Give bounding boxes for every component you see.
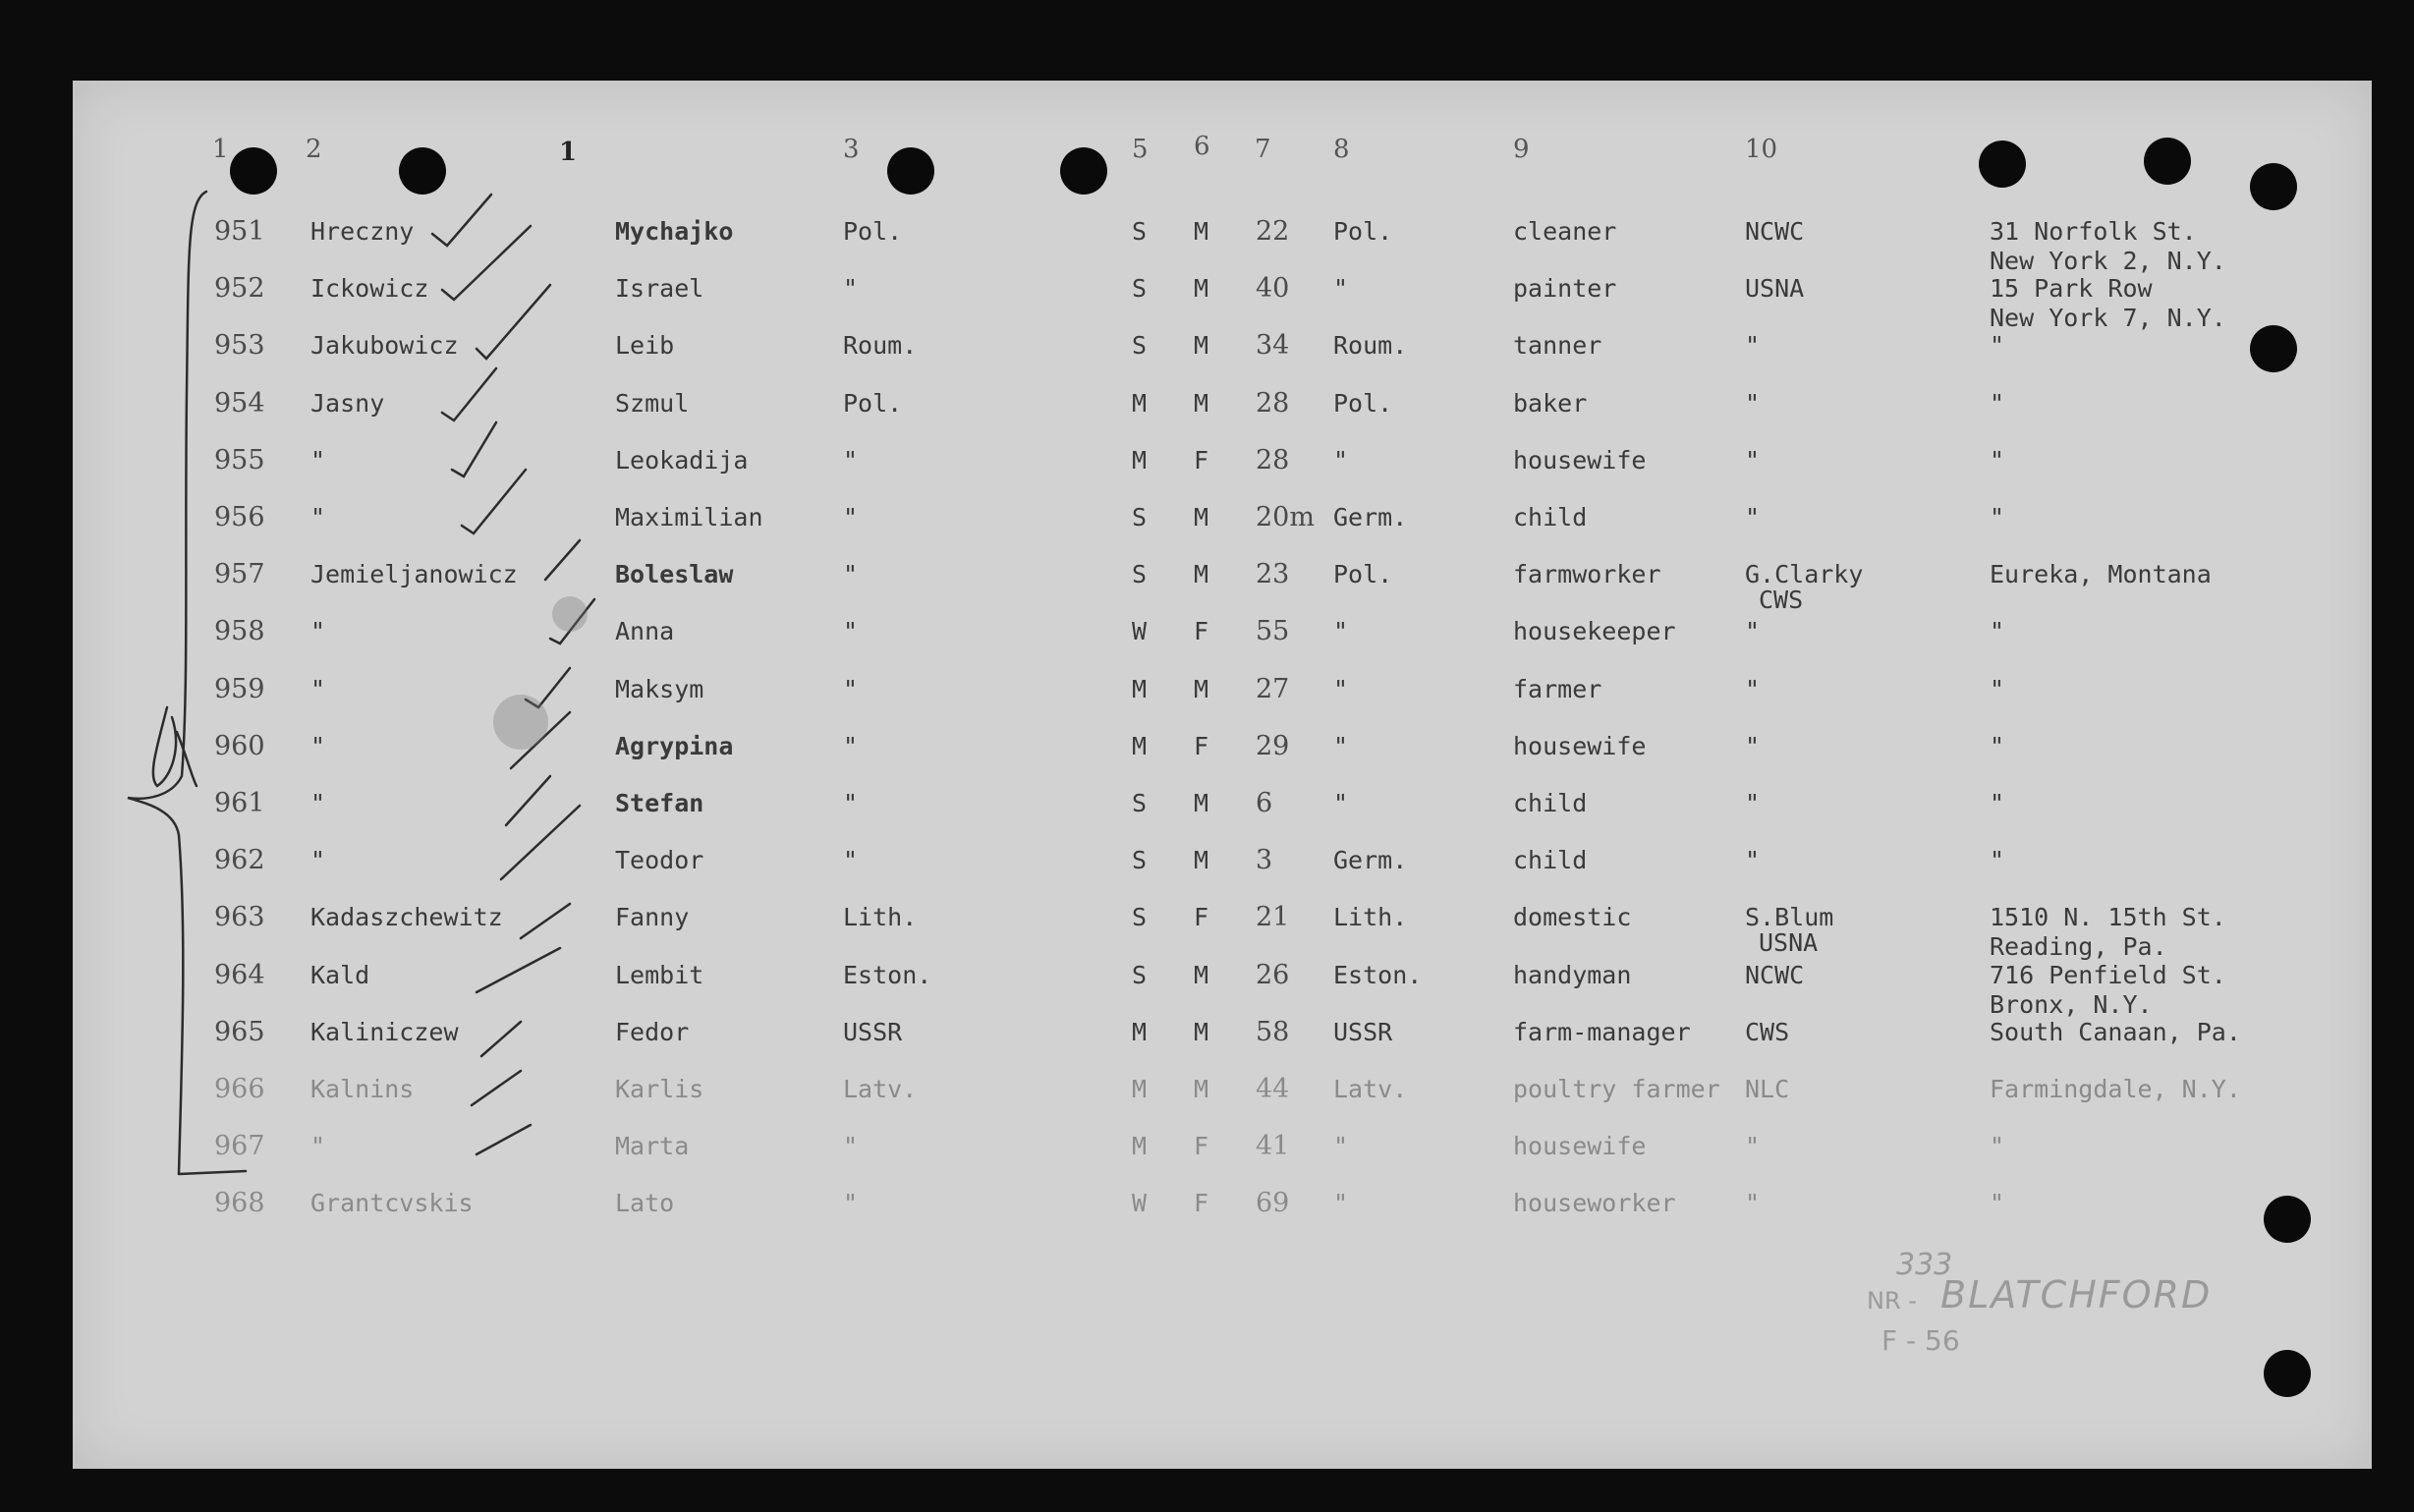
- cell-surname: Jemieljanowicz: [310, 560, 518, 588]
- cell-given-name: Szmul: [615, 389, 690, 418]
- cell-sex: M: [1194, 331, 1209, 360]
- cell-marital-status: W: [1132, 1189, 1148, 1217]
- ship-name: BLATCHFORD: [1940, 1273, 2213, 1316]
- cell-sex: F: [1194, 1189, 1209, 1217]
- cell-age: 41: [1256, 1131, 1290, 1161]
- cell-surname: ": [310, 732, 326, 760]
- column-header-2: 2: [306, 135, 322, 164]
- cell-address: ": [1990, 846, 2005, 874]
- cell-row-number: 964: [214, 960, 265, 990]
- cell-marital-status: S: [1132, 331, 1148, 360]
- cell-address-line2: New York 2, N.Y.: [1990, 247, 2226, 275]
- cell-nationality: USSR: [843, 1018, 903, 1046]
- cell-nationality: ": [843, 675, 859, 703]
- cell-agency: G.Clarky: [1745, 560, 1864, 588]
- cell-nationality: ": [843, 846, 859, 874]
- cell-marital-status: M: [1132, 675, 1148, 703]
- cell-agency: USNA: [1745, 274, 1805, 303]
- cell-nationality: ": [843, 274, 859, 303]
- cell-age: 28: [1256, 388, 1290, 419]
- cell-occupation: handyman: [1513, 961, 1632, 989]
- cell-occupation: housewife: [1513, 446, 1647, 475]
- cell-occupation: poultry farmer: [1513, 1075, 1720, 1103]
- cell-row-number: 967: [214, 1131, 265, 1161]
- cell-birthplace: ": [1333, 675, 1349, 703]
- punch-hole: [1060, 147, 1107, 195]
- cell-age: 23: [1256, 559, 1290, 589]
- cell-agency-line2: CWS: [1759, 586, 1804, 614]
- cell-agency: NCWC: [1745, 217, 1805, 246]
- cell-age: 40: [1256, 273, 1290, 304]
- cell-surname: Grantcvskis: [310, 1189, 474, 1217]
- cell-address-line2: New York 7, N.Y.: [1990, 304, 2226, 332]
- cell-given-name: Leokadija: [615, 446, 749, 475]
- cell-address: ": [1990, 617, 2005, 645]
- cell-occupation: child: [1513, 846, 1588, 874]
- cell-age: 22: [1256, 216, 1290, 247]
- cell-age: 29: [1256, 731, 1290, 761]
- cell-nationality: Pol.: [843, 389, 903, 418]
- cell-age: 34: [1256, 330, 1290, 361]
- cell-surname: ": [310, 846, 326, 874]
- cell-marital-status: S: [1132, 903, 1148, 931]
- cell-agency: ": [1745, 617, 1761, 645]
- cell-row-number: 961: [214, 788, 265, 818]
- cell-marital-status: S: [1132, 789, 1148, 817]
- cell-sex: M: [1194, 675, 1209, 703]
- cell-address-line2: Reading, Pa.: [1990, 932, 2167, 961]
- cell-nationality: ": [843, 789, 859, 817]
- cell-occupation: housewife: [1513, 1132, 1647, 1160]
- cell-birthplace: ": [1333, 1189, 1349, 1217]
- cell-sex: F: [1194, 1132, 1209, 1160]
- cell-sex: F: [1194, 617, 1209, 645]
- cell-given-name: Mychajko: [615, 217, 734, 246]
- cell-sex: F: [1194, 446, 1209, 475]
- cell-birthplace: ": [1333, 1132, 1349, 1160]
- cell-age: 27: [1256, 674, 1290, 704]
- cell-nationality: ": [843, 1189, 859, 1217]
- punch-hole: [1979, 140, 2026, 188]
- cell-birthplace: ": [1333, 789, 1349, 817]
- cell-agency: ": [1745, 331, 1761, 360]
- cell-nationality: Eston.: [843, 961, 932, 989]
- cell-address: 31 Norfolk St.: [1990, 217, 2197, 246]
- cell-row-number: 966: [214, 1074, 265, 1104]
- cell-given-name: Stefan: [615, 789, 704, 817]
- cell-surname: ": [310, 675, 326, 703]
- cell-address: ": [1990, 789, 2005, 817]
- cell-occupation: farmworker: [1513, 560, 1661, 588]
- cell-given-name: Maksym: [615, 675, 704, 703]
- cell-birthplace: Pol.: [1333, 560, 1393, 588]
- cell-address: ": [1990, 331, 2005, 360]
- cell-occupation: housekeeper: [1513, 617, 1676, 645]
- column-header-7: 7: [1255, 135, 1271, 164]
- cell-birthplace: Germ.: [1333, 503, 1408, 532]
- cell-given-name: Karlis: [615, 1075, 704, 1103]
- cell-sex: M: [1194, 846, 1209, 874]
- cell-given-name: Anna: [615, 617, 675, 645]
- cell-address-line2: Bronx, N.Y.: [1990, 990, 2153, 1019]
- cell-age: 3: [1256, 845, 1273, 875]
- cell-agency: CWS: [1745, 1018, 1790, 1046]
- cell-birthplace: Lith.: [1333, 903, 1408, 931]
- cell-nationality: Pol.: [843, 217, 903, 246]
- cell-sex: M: [1194, 503, 1209, 532]
- cell-marital-status: W: [1132, 617, 1148, 645]
- column-header-5: 5: [1132, 135, 1149, 164]
- cell-row-number: 954: [214, 388, 265, 419]
- column-header-1: 1: [212, 135, 229, 164]
- cell-marital-status: M: [1132, 1075, 1148, 1103]
- punch-hole: [2144, 138, 2191, 185]
- punch-hole: [2264, 1350, 2311, 1397]
- cell-row-number: 960: [214, 731, 265, 761]
- punch-hole: [230, 147, 277, 195]
- cell-birthplace: ": [1333, 617, 1349, 645]
- column-header-mark: 1: [559, 138, 578, 167]
- cell-surname: Hreczny: [310, 217, 415, 246]
- cell-nationality: ": [843, 1132, 859, 1160]
- cell-marital-status: M: [1132, 1132, 1148, 1160]
- cell-birthplace: Pol.: [1333, 217, 1393, 246]
- column-header-3: 3: [843, 135, 860, 164]
- column-header-10: 10: [1745, 135, 1778, 164]
- cell-surname: Ickowicz: [310, 274, 429, 303]
- cell-nationality: ": [843, 503, 859, 532]
- cell-sex: M: [1194, 961, 1209, 989]
- cell-row-number: 958: [214, 616, 265, 646]
- cell-agency: ": [1745, 732, 1761, 760]
- cell-address: ": [1990, 1132, 2005, 1160]
- ship-prefix: NR -: [1867, 1287, 1917, 1315]
- cell-agency: ": [1745, 675, 1761, 703]
- cell-sex: F: [1194, 903, 1209, 931]
- cell-given-name: Maximilian: [615, 503, 763, 532]
- cell-address: ": [1990, 389, 2005, 418]
- cell-birthplace: Latv.: [1333, 1075, 1408, 1103]
- cell-given-name: Agrypina: [615, 732, 734, 760]
- cell-age: 55: [1256, 616, 1290, 646]
- cell-age: 28: [1256, 445, 1290, 476]
- punch-hole: [2250, 325, 2297, 372]
- cell-sex: M: [1194, 789, 1209, 817]
- cell-marital-status: S: [1132, 274, 1148, 303]
- cell-occupation: houseworker: [1513, 1189, 1676, 1217]
- cell-agency: ": [1745, 446, 1761, 475]
- cell-occupation: housewife: [1513, 732, 1647, 760]
- cell-agency: NLC: [1745, 1075, 1790, 1103]
- cell-surname: Jasny: [310, 389, 385, 418]
- cell-birthplace: ": [1333, 732, 1349, 760]
- cell-address: Eureka, Montana: [1990, 560, 2212, 588]
- cell-address: ": [1990, 732, 2005, 760]
- cell-nationality: ": [843, 732, 859, 760]
- cell-occupation: painter: [1513, 274, 1617, 303]
- cell-row-number: 959: [214, 674, 265, 704]
- cell-marital-status: M: [1132, 732, 1148, 760]
- cell-nationality: Roum.: [843, 331, 918, 360]
- punch-hole: [399, 147, 446, 195]
- cell-birthplace: ": [1333, 446, 1349, 475]
- punch-hole: [887, 147, 934, 195]
- cell-address: ": [1990, 503, 2005, 532]
- cell-age: 69: [1256, 1188, 1290, 1218]
- cell-agency-line2: USNA: [1759, 928, 1819, 957]
- cell-agency: ": [1745, 389, 1761, 418]
- cell-birthplace: ": [1333, 274, 1349, 303]
- cell-occupation: farmer: [1513, 675, 1602, 703]
- cell-occupation: child: [1513, 503, 1588, 532]
- cell-given-name: Teodor: [615, 846, 704, 874]
- cell-marital-status: M: [1132, 1018, 1148, 1046]
- cell-given-name: Marta: [615, 1132, 690, 1160]
- cell-sex: F: [1194, 732, 1209, 760]
- cell-surname: ": [310, 1132, 326, 1160]
- cell-occupation: domestic: [1513, 903, 1632, 931]
- cell-birthplace: Germ.: [1333, 846, 1408, 874]
- column-header-8: 8: [1333, 135, 1350, 164]
- cell-agency: ": [1745, 789, 1761, 817]
- page-number: 333: [1896, 1248, 1953, 1282]
- cell-marital-status: M: [1132, 389, 1148, 418]
- cell-age: 6: [1256, 788, 1273, 818]
- cell-agency: ": [1745, 1189, 1761, 1217]
- cell-address: ": [1990, 446, 2005, 475]
- cell-surname: Kald: [310, 961, 370, 989]
- cell-surname: Kaliniczew: [310, 1018, 459, 1046]
- cell-sex: M: [1194, 389, 1209, 418]
- cell-age: 58: [1256, 1017, 1290, 1047]
- cell-address: South Canaan, Pa.: [1990, 1018, 2241, 1046]
- cell-row-number: 955: [214, 445, 265, 476]
- cell-occupation: child: [1513, 789, 1588, 817]
- cell-age: 44: [1256, 1074, 1290, 1104]
- cell-marital-status: S: [1132, 846, 1148, 874]
- cell-row-number: 956: [214, 502, 265, 532]
- cell-age: 26: [1256, 960, 1290, 990]
- cell-given-name: Fedor: [615, 1018, 690, 1046]
- cell-given-name: Lembit: [615, 961, 704, 989]
- cell-marital-status: M: [1132, 446, 1148, 475]
- cell-nationality: ": [843, 617, 859, 645]
- cell-surname: Kadaszchewitz: [310, 903, 503, 931]
- cell-nationality: Latv.: [843, 1075, 918, 1103]
- cell-age: 21: [1256, 902, 1290, 932]
- cell-nationality: ": [843, 560, 859, 588]
- cell-address: 15 Park Row: [1990, 274, 2153, 303]
- cell-address: 716 Penfield St.: [1990, 961, 2226, 989]
- cell-sex: M: [1194, 1018, 1209, 1046]
- cell-birthplace: Roum.: [1333, 331, 1408, 360]
- cell-surname: Jakubowicz: [310, 331, 459, 360]
- cell-given-name: Lato: [615, 1189, 675, 1217]
- cell-marital-status: S: [1132, 961, 1148, 989]
- cell-row-number: 953: [214, 330, 265, 361]
- cell-marital-status: S: [1132, 503, 1148, 532]
- cell-occupation: cleaner: [1513, 217, 1617, 246]
- cell-given-name: Leib: [615, 331, 675, 360]
- cell-row-number: 965: [214, 1017, 265, 1047]
- cell-agency: NCWC: [1745, 961, 1805, 989]
- cell-surname: ": [310, 446, 326, 475]
- cell-marital-status: S: [1132, 217, 1148, 246]
- cell-sex: M: [1194, 274, 1209, 303]
- cell-agency: ": [1745, 503, 1761, 532]
- cell-surname: ": [310, 503, 326, 532]
- cell-birthplace: USSR: [1333, 1018, 1393, 1046]
- cell-row-number: 951: [214, 216, 265, 247]
- punch-hole: [2264, 1196, 2311, 1243]
- cell-given-name: Fanny: [615, 903, 690, 931]
- cell-surname: Kalnins: [310, 1075, 415, 1103]
- cell-agency: S.Blum: [1745, 903, 1834, 931]
- cell-agency: ": [1745, 1132, 1761, 1160]
- cell-row-number: 957: [214, 559, 265, 589]
- cell-birthplace: Eston.: [1333, 961, 1423, 989]
- cell-nationality: Lith.: [843, 903, 918, 931]
- column-header-6: 6: [1194, 132, 1210, 161]
- cell-row-number: 968: [214, 1188, 265, 1218]
- cell-row-number: 962: [214, 845, 265, 875]
- cell-address: Farmingdale, N.Y.: [1990, 1075, 2241, 1103]
- cell-sex: M: [1194, 217, 1209, 246]
- cell-occupation: farm-manager: [1513, 1018, 1691, 1046]
- cell-address: ": [1990, 675, 2005, 703]
- cell-surname: ": [310, 789, 326, 817]
- cell-given-name: Boleslaw: [615, 560, 734, 588]
- cell-address: 1510 N. 15th St.: [1990, 903, 2226, 931]
- cell-birthplace: Pol.: [1333, 389, 1393, 418]
- cell-marital-status: S: [1132, 560, 1148, 588]
- column-header-9: 9: [1513, 135, 1530, 164]
- cell-surname: ": [310, 617, 326, 645]
- cell-row-number: 963: [214, 902, 265, 932]
- cell-occupation: tanner: [1513, 331, 1602, 360]
- cell-sex: M: [1194, 560, 1209, 588]
- punch-hole: [2250, 163, 2297, 210]
- cell-address: ": [1990, 1189, 2005, 1217]
- cell-agency: ": [1745, 846, 1761, 874]
- cell-occupation: baker: [1513, 389, 1588, 418]
- file-code: F - 56: [1881, 1324, 1960, 1357]
- cell-age: 20m: [1256, 502, 1315, 532]
- cell-given-name: Israel: [615, 274, 704, 303]
- cell-row-number: 952: [214, 273, 265, 304]
- cell-sex: M: [1194, 1075, 1209, 1103]
- cell-nationality: ": [843, 446, 859, 475]
